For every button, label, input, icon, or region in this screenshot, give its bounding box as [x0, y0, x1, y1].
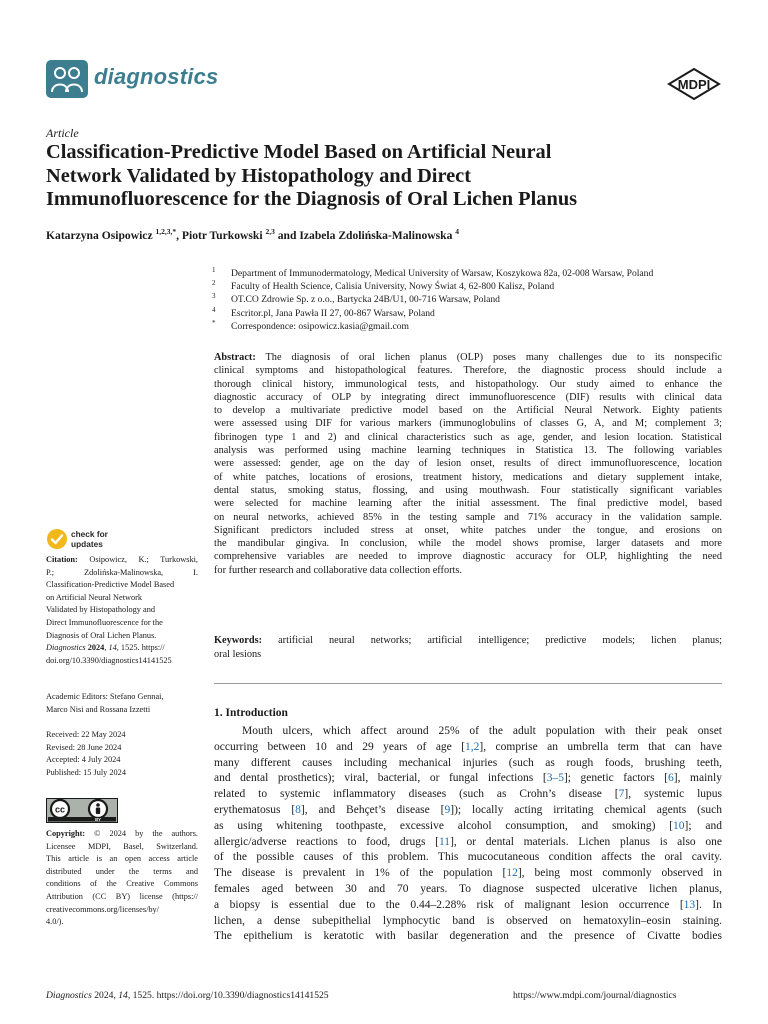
section-divider: [214, 683, 722, 684]
copyright-line: distributed under the terms and: [46, 866, 198, 876]
author-separator: and: [274, 229, 300, 242]
keywords-label: Keywords:: [214, 635, 263, 646]
intro-text: ], and Behçet’s disease [: [300, 803, 445, 816]
footer-journal: Diagnostics: [46, 990, 92, 1001]
cc-by-license-badge[interactable]: [46, 798, 118, 823]
intro-text: ], systemic lupus: [624, 788, 722, 801]
affiliation-item: [212, 293, 732, 306]
abstract-line: the mandibular gingiva. In conclusion, while the model shows promise, larger datasets and more: [214, 538, 722, 550]
intro-line: [214, 914, 722, 930]
keywords-text: artificial neural networks; artificial intelligence; predictive models; lichen planus;: [262, 635, 722, 646]
intro-text: ], comprise an umbrella term that can have: [479, 740, 722, 753]
intro-text: ]); locally acting irritating chemical agents (such: [450, 803, 722, 816]
affiliation-text: OT.CO Zdrowie Sp. z o.o., Bartycka 24B/U1, 00-716 Warsaw, Poland: [231, 294, 500, 306]
intro-line: [214, 819, 722, 835]
abstract-line: comprehensive variables are needed to improve diagnostic accuracy for OLP, highlighting the need: [214, 551, 722, 563]
intro-line: [214, 835, 722, 851]
citation-line: Diagnosis of Oral Lichen Planus.: [46, 630, 157, 640]
abstract-line: [214, 351, 722, 364]
citation-line: P.; Zdolińska-Malinowska, I.: [46, 567, 198, 577]
title-line: Classification-Predictive Model Based on Artificial Neural: [46, 141, 552, 163]
affiliation-number: *: [212, 318, 216, 327]
correspondence-text[interactable]: Correspondence: osipowicz.kasia@gmail.com: [231, 320, 410, 332]
check-updates-label: [71, 529, 123, 549]
author-affiliation-marker: 2,3: [265, 227, 275, 236]
citation-line: Validated by Histopathology and: [46, 605, 155, 615]
journal-name: diagnostics: [94, 64, 219, 89]
intro-text: The epithelium is keratotic with basilar degeneration and the presence of Civatte bodies: [214, 930, 722, 943]
citation-link[interactable]: 10: [673, 819, 685, 832]
abstract-line: on neural networks, achieved 85% in the testing sample and 71% accuracy in the validation sample.: [214, 511, 722, 523]
intro-line: [214, 850, 722, 866]
intro-text: females aged between 30 and 70 years. To diagnose suspected ulcerative lichen planus,: [214, 882, 722, 895]
author-affiliation-marker: 1,2,3,*: [155, 227, 177, 236]
intro-line: [214, 882, 722, 898]
author-separator: ,: [176, 229, 182, 242]
abstract-line: of white patches, locations of erosions, treatment history, medications and dietary supplement intake,: [214, 471, 722, 483]
intro-text: The disease is prevalent in 1% of the population [: [214, 867, 507, 880]
citation-link[interactable]: 13: [683, 898, 696, 911]
abstract-label: Abstract:: [214, 352, 256, 363]
svg-text:cc: cc: [54, 804, 66, 815]
editors-line: Marco Nisi and Rossana Izzetti: [46, 704, 151, 714]
citation-link[interactable]: 8: [295, 803, 301, 816]
intro-text: related to systemic inflammatory diseases (such as Crohn’s disease [: [214, 788, 619, 801]
copyright-line: conditions of the Creative Commons: [46, 879, 198, 889]
citation-link[interactable]: 9: [444, 803, 451, 816]
title-line: Network Validated by Histopathology and Direct: [46, 164, 472, 187]
citation-link[interactable]: 1,2: [465, 740, 480, 753]
mdpi-logo-icon: [667, 68, 721, 100]
editors-line: Academic Editors: Stefano Gennai,: [46, 692, 164, 701]
abstract-line: clinical symptoms and histopathological features. Therefore, the diagnostic process should include a: [214, 365, 722, 377]
title-line: Immunofluorescence for the Diagnosis of Oral Lichen Planus: [46, 188, 578, 210]
affiliation-number: 2: [212, 279, 216, 288]
affiliation-text: Department of Immunodermatology, Medical University of Warsaw, Koszykowa 82a, 02-008 Warsaw, Poland: [231, 268, 654, 279]
citation-year: 2024: [87, 643, 105, 653]
diagnostics-logo-icon: [46, 60, 88, 98]
affiliation-item: [212, 307, 732, 320]
affiliations: [212, 267, 732, 333]
intro-line: [214, 803, 722, 819]
section-heading: 1. Introduction: [214, 707, 288, 719]
citation-line: Classification-Predictive Model Based: [46, 580, 175, 590]
abstract-line: were assessed: gender, age on the day of lesion onset, results of direct immunofluorescence, location: [214, 458, 722, 470]
affiliation-number: 1: [212, 266, 216, 274]
author-list: [46, 227, 459, 242]
publisher-name: MDPI: [677, 77, 711, 92]
intro-text: erythematosus [: [214, 803, 296, 816]
check-for-updates-badge[interactable]: [46, 528, 126, 552]
copyright-line: creativecommons.org/licenses/by/: [46, 904, 159, 914]
abstract-line: thorough clinical history, immunological tests, and histopathology. Our study aimed to enhance the: [214, 378, 722, 390]
citation-block: [46, 554, 198, 667]
intro-text: as using whitening toothpaste, excessive alcohol consumption, and smoking) [: [214, 819, 674, 832]
abstract-text: The diagnosis of oral lichen planus (OLP) poses many challenges due to its nonspecific: [255, 352, 722, 363]
affiliation-number: 4: [212, 305, 216, 314]
abstract-line: fibrinogen type 1 and 2) and clinical characteristics such as age, gender, and lesion location. Statistical: [214, 431, 722, 443]
copyright-label: Copyright:: [46, 829, 86, 838]
affiliation-item: [212, 280, 732, 293]
citation-link[interactable]: 3–5: [546, 772, 564, 785]
intro-text: ], being most commonly observed in: [517, 867, 722, 880]
intro-text: ], mainly: [673, 772, 722, 785]
citation-line: Diagnostics 2024, 14, 1525. https://: [46, 643, 165, 653]
intro-line: [214, 740, 722, 756]
copyright-line: [46, 828, 198, 841]
author-name[interactable]: Izabela Zdolińska-Malinowska: [299, 229, 453, 242]
citation-link[interactable]: 6: [668, 772, 674, 785]
author-name[interactable]: Piotr Turkowski: [181, 229, 263, 242]
intro-text: ], or dental materials. Lichen planus is also one: [450, 835, 722, 848]
intro-line: [214, 929, 722, 945]
abstract-line: to develop a multivariate predictive model based on the Artificial Neural Network. Eighty patients: [214, 405, 722, 417]
intro-text: of the possible causes of this problem. This mucocutaneous condition affects the oral cavity.: [214, 851, 722, 864]
intro-line: [214, 866, 722, 882]
citation-doi-link[interactable]: doi.org/10.3390/diagnostics14141525: [46, 655, 172, 665]
abstract-line: Significant predictors included stress at onset, white patches under the tongue, and erosions on: [214, 524, 722, 536]
abstract-line: were assessed using DIF for various markers (immunoglobulins of classes G, A, and M; complement 3;: [214, 418, 722, 430]
intro-text: a biopsy is essential due to the 0.44–2.28% risk of malignant lesion occurrence [: [214, 898, 684, 911]
intro-text: and dental prosthetics); viral, bacterial, or fungal infections [: [214, 772, 547, 785]
date-published: Published: 15 July 2024: [46, 767, 126, 777]
footer-journal-url[interactable]: https://www.mdpi.com/journal/diagnostics: [513, 990, 677, 1001]
intro-text: lichen, a dense subepithelial lymphocytic band is observed on hematoxylin–eosin staining.: [214, 914, 722, 927]
keywords: [214, 634, 722, 662]
abstract-line: analysis was performed using machine learning techniques in Statistica 13. The following variables: [214, 445, 722, 457]
check-updates-icon: [46, 528, 68, 550]
copyright-block: [46, 828, 198, 929]
article-type: Article: [46, 126, 79, 140]
keywords-line: oral lesions: [214, 649, 262, 660]
citation-url-prefix: https://: [141, 643, 165, 653]
intro-text: ]; and: [684, 819, 722, 832]
citation-line: [46, 554, 198, 567]
citation-line: Direct Immunofluorescence for the: [46, 617, 163, 627]
affiliation-number: 3: [212, 292, 216, 301]
footer-year: 2024: [94, 990, 114, 1001]
intro-line: [214, 724, 722, 740]
date-revised: Revised: 28 June 2024: [46, 742, 122, 752]
affiliation-item: [212, 320, 732, 333]
abstract: [214, 351, 722, 577]
intro-line: [214, 787, 722, 803]
abstract-line: were selected for machine learning after the initial assessment. The final predictive model, based: [214, 498, 722, 510]
author-affiliation-marker: 4: [455, 227, 460, 236]
intro-line: [214, 756, 722, 772]
citation-label: Citation:: [46, 555, 78, 564]
publication-dates: [46, 729, 198, 779]
citation-line: on Artificial Neural Network: [46, 592, 143, 602]
citation-journal: Diagnostics: [46, 643, 86, 653]
abstract-line: for further research and collaborative data collection efforts.: [214, 564, 462, 576]
citation-text: Osipowicz, K.; Turkowski,: [77, 555, 198, 564]
intro-text: ]; genetic factors [: [563, 772, 669, 785]
intro-line: [214, 898, 722, 914]
copyright-line: 4.0/).: [46, 917, 64, 927]
affiliation-text: Faculty of Health Science, Calisia University, Nowy Świat 4, 62-800 Kalisz, Poland: [231, 281, 555, 293]
citation-volume: 14: [108, 643, 117, 653]
affiliation-item: [212, 267, 732, 280]
abstract-line: dental status, smoking status, flossing, and using mouthwash. Four statistically significant variables: [214, 484, 722, 496]
citation-link[interactable]: 7: [618, 788, 625, 801]
intro-text: ]. In: [695, 898, 722, 911]
check-updates-text: check for updates: [71, 529, 108, 549]
footer-doi-link[interactable]: , 1525. https://doi.org/10.3390/diagnostics14141525: [127, 990, 329, 1001]
intro-text: allergic/adverse reactions to food, drugs [: [214, 835, 439, 848]
intro-text: Mouth ulcers, which affect around 25% of the adult population with their peak onset: [242, 725, 722, 737]
copyright-text: © 2024 by the authors.: [85, 829, 198, 838]
footer-volume: 14: [118, 990, 128, 1001]
abstract-line: diagnostic accuracy of OLP by integrating direct immunofluorescence (DIF) results with clinical data: [214, 391, 722, 403]
keywords-line: [214, 634, 722, 648]
citation-link[interactable]: 12: [506, 867, 518, 880]
author-name[interactable]: Katarzyna Osipowicz: [46, 229, 153, 242]
cc-license-label: BY: [95, 817, 101, 823]
citation-link[interactable]: 11: [438, 835, 451, 848]
copyright-line: Attribution (CC BY) license (https://: [46, 891, 198, 901]
footer-citation: Diagnostics 2024, 14, 1525. https://doi.org/10.3390/diagnostics14141525: [46, 990, 329, 1001]
intro-text: many different causes including mechanical injuries (such as rough foods, brushing teeth,: [214, 756, 722, 769]
intro-text: occurring between 10 and 29 years of age [: [214, 740, 466, 753]
article-title: [46, 141, 736, 212]
date-received: Received: 22 May 2024: [46, 730, 126, 739]
copyright-line: This article is an open access article: [46, 854, 198, 864]
intro-line: [214, 771, 722, 787]
citation-pages: , 1525.: [116, 643, 140, 653]
copyright-line: Licensee MDPI, Basel, Switzerland.: [46, 841, 198, 851]
introduction-body: [214, 724, 722, 945]
academic-editors: [46, 691, 198, 716]
date-accepted: Accepted: 4 July 2024: [46, 755, 121, 765]
affiliation-text: Escritor.pl, Jana Pawła II 27, 00-867 Warsaw, Poland: [231, 307, 435, 319]
